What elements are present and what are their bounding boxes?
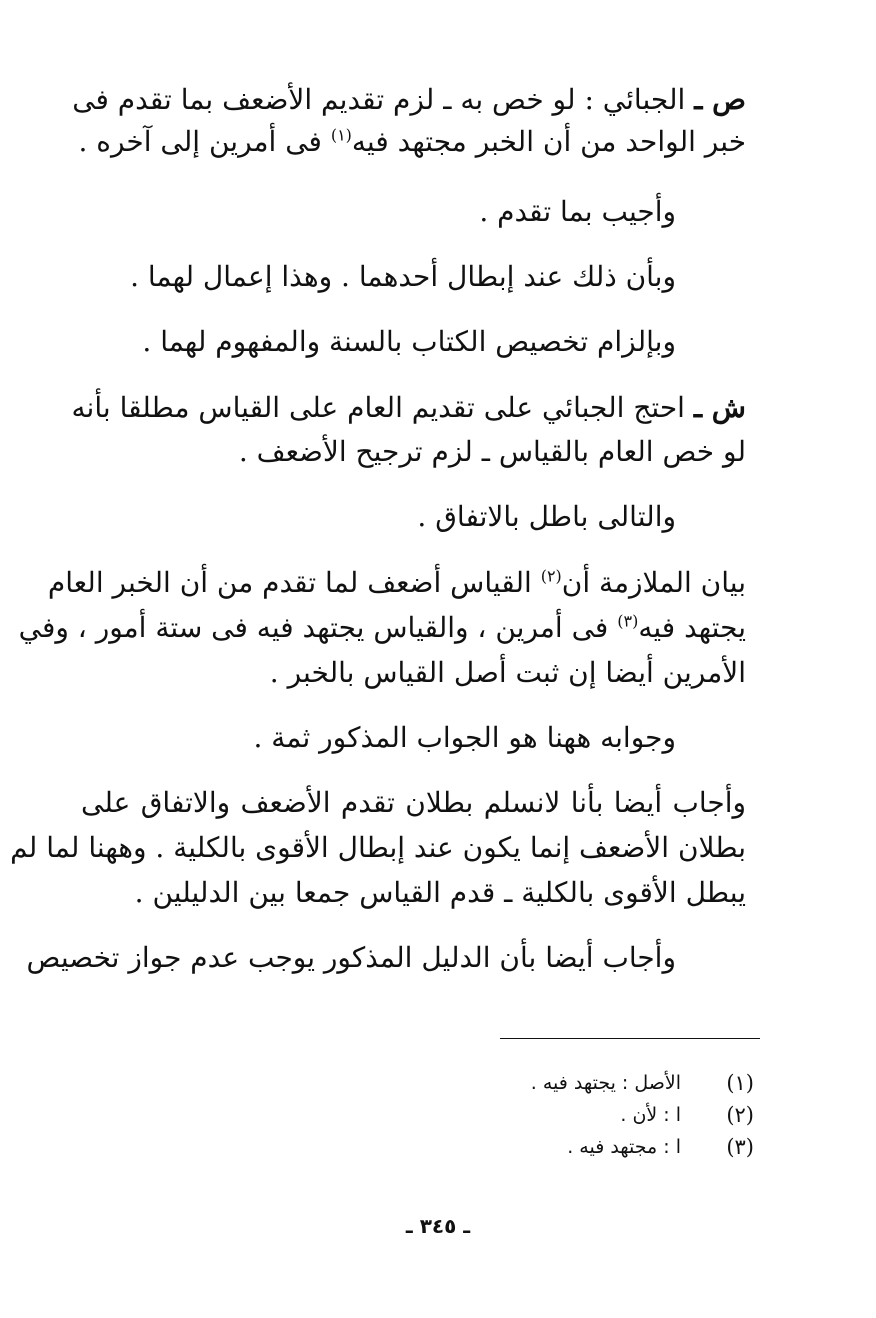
- paragraph-5-line-2: لو خص العام بالقياس ـ لزم ترجيح الأضعف .: [238, 435, 746, 468]
- paragraph-1-line-2-pre: خبر الواحد من أن الخبر مجتهد فيه: [351, 125, 746, 158]
- paragraph-9-line-3: يبطل الأقوى بالكلية ـ قدم القياس جمعا بين الدليلين .: [134, 876, 746, 909]
- paragraph-7-line-2: [18, 608, 746, 648]
- paragraph-8: وجوابه ههنا هو الجواب المذكور ثمة .: [253, 721, 676, 754]
- footnote-2-number: (٢): [726, 1103, 754, 1127]
- paragraph-7-line-2-post: فى أمرين ، والقياس يجتهد فيه فى ستة أمور ، وفي: [18, 611, 609, 644]
- paragraph-1-line-2: [78, 122, 746, 162]
- paragraph-4: وبإلزام تخصيص الكتاب بالسنة والمفهوم لهما .: [142, 325, 676, 358]
- footnote-ref-2: (٢): [540, 566, 562, 586]
- paragraph-1-line-1: [72, 80, 746, 120]
- page-number: ـ ٣٤٥ ـ: [405, 1214, 471, 1238]
- paragraph-10: وأجاب أيضا بأن الدليل المذكور يوجب عدم جواز تخصيص: [26, 941, 676, 974]
- paragraph-5-line-1: [71, 388, 746, 428]
- paragraph-5-line-1-text: احتج الجبائي على تقديم العام على القياس مطلقا بأنه: [71, 391, 685, 424]
- footnote-1-text: الأصل : يجتهد فيه .: [530, 1072, 681, 1094]
- paragraph-3: وبأن ذلك عند إبطال أحدهما . وهذا إعمال لهما .: [130, 260, 676, 293]
- paragraph-7-line-1: [47, 563, 746, 603]
- paragraph-6: والتالى باطل بالاتفاق .: [417, 500, 676, 533]
- footnote-3-text: ا : مجتهد فيه .: [567, 1136, 681, 1158]
- footnote-divider: [500, 1038, 760, 1039]
- paragraph-9-line-1: وأجاب أيضا بأنا لانسلم بطلان تقدم الأضعف والاتفاق على: [81, 786, 746, 819]
- footnote-ref-1: (١): [330, 125, 352, 145]
- footnote-ref-3: (٣): [617, 611, 639, 631]
- paragraph-7-line-3: الأمرين أيضا إن ثبت أصل القياس بالخبر .: [269, 656, 746, 689]
- paragraph-2: وأجيب بما تقدم .: [479, 195, 676, 228]
- paragraph-label-shin: ش ـ: [693, 391, 746, 424]
- paragraph-1-line-1-text: الجبائي : لو خص به ـ لزم تقديم الأضعف بما تقدم فى: [72, 83, 686, 116]
- paragraph-9-line-2: بطلان الأضعف إنما يكون عند إبطال الأقوى بالكلية . وههنا لما لم: [10, 831, 746, 864]
- footnote-2-text: ا : لأن .: [620, 1104, 681, 1126]
- paragraph-7-line-1-pre: بيان الملازمة أن: [561, 566, 746, 599]
- paragraph-7-line-2-pre: يجتهد فيه: [638, 611, 746, 644]
- paragraph-7-line-1-post: القياس أضعف لما تقدم من أن الخبر العام: [47, 566, 532, 599]
- footnote-1-number: (١): [726, 1071, 754, 1095]
- paragraph-1-line-2-post: فى أمرين إلى آخره .: [78, 125, 322, 158]
- footnote-3-number: (٣): [726, 1135, 754, 1159]
- paragraph-label-sad: ص ـ: [694, 83, 746, 116]
